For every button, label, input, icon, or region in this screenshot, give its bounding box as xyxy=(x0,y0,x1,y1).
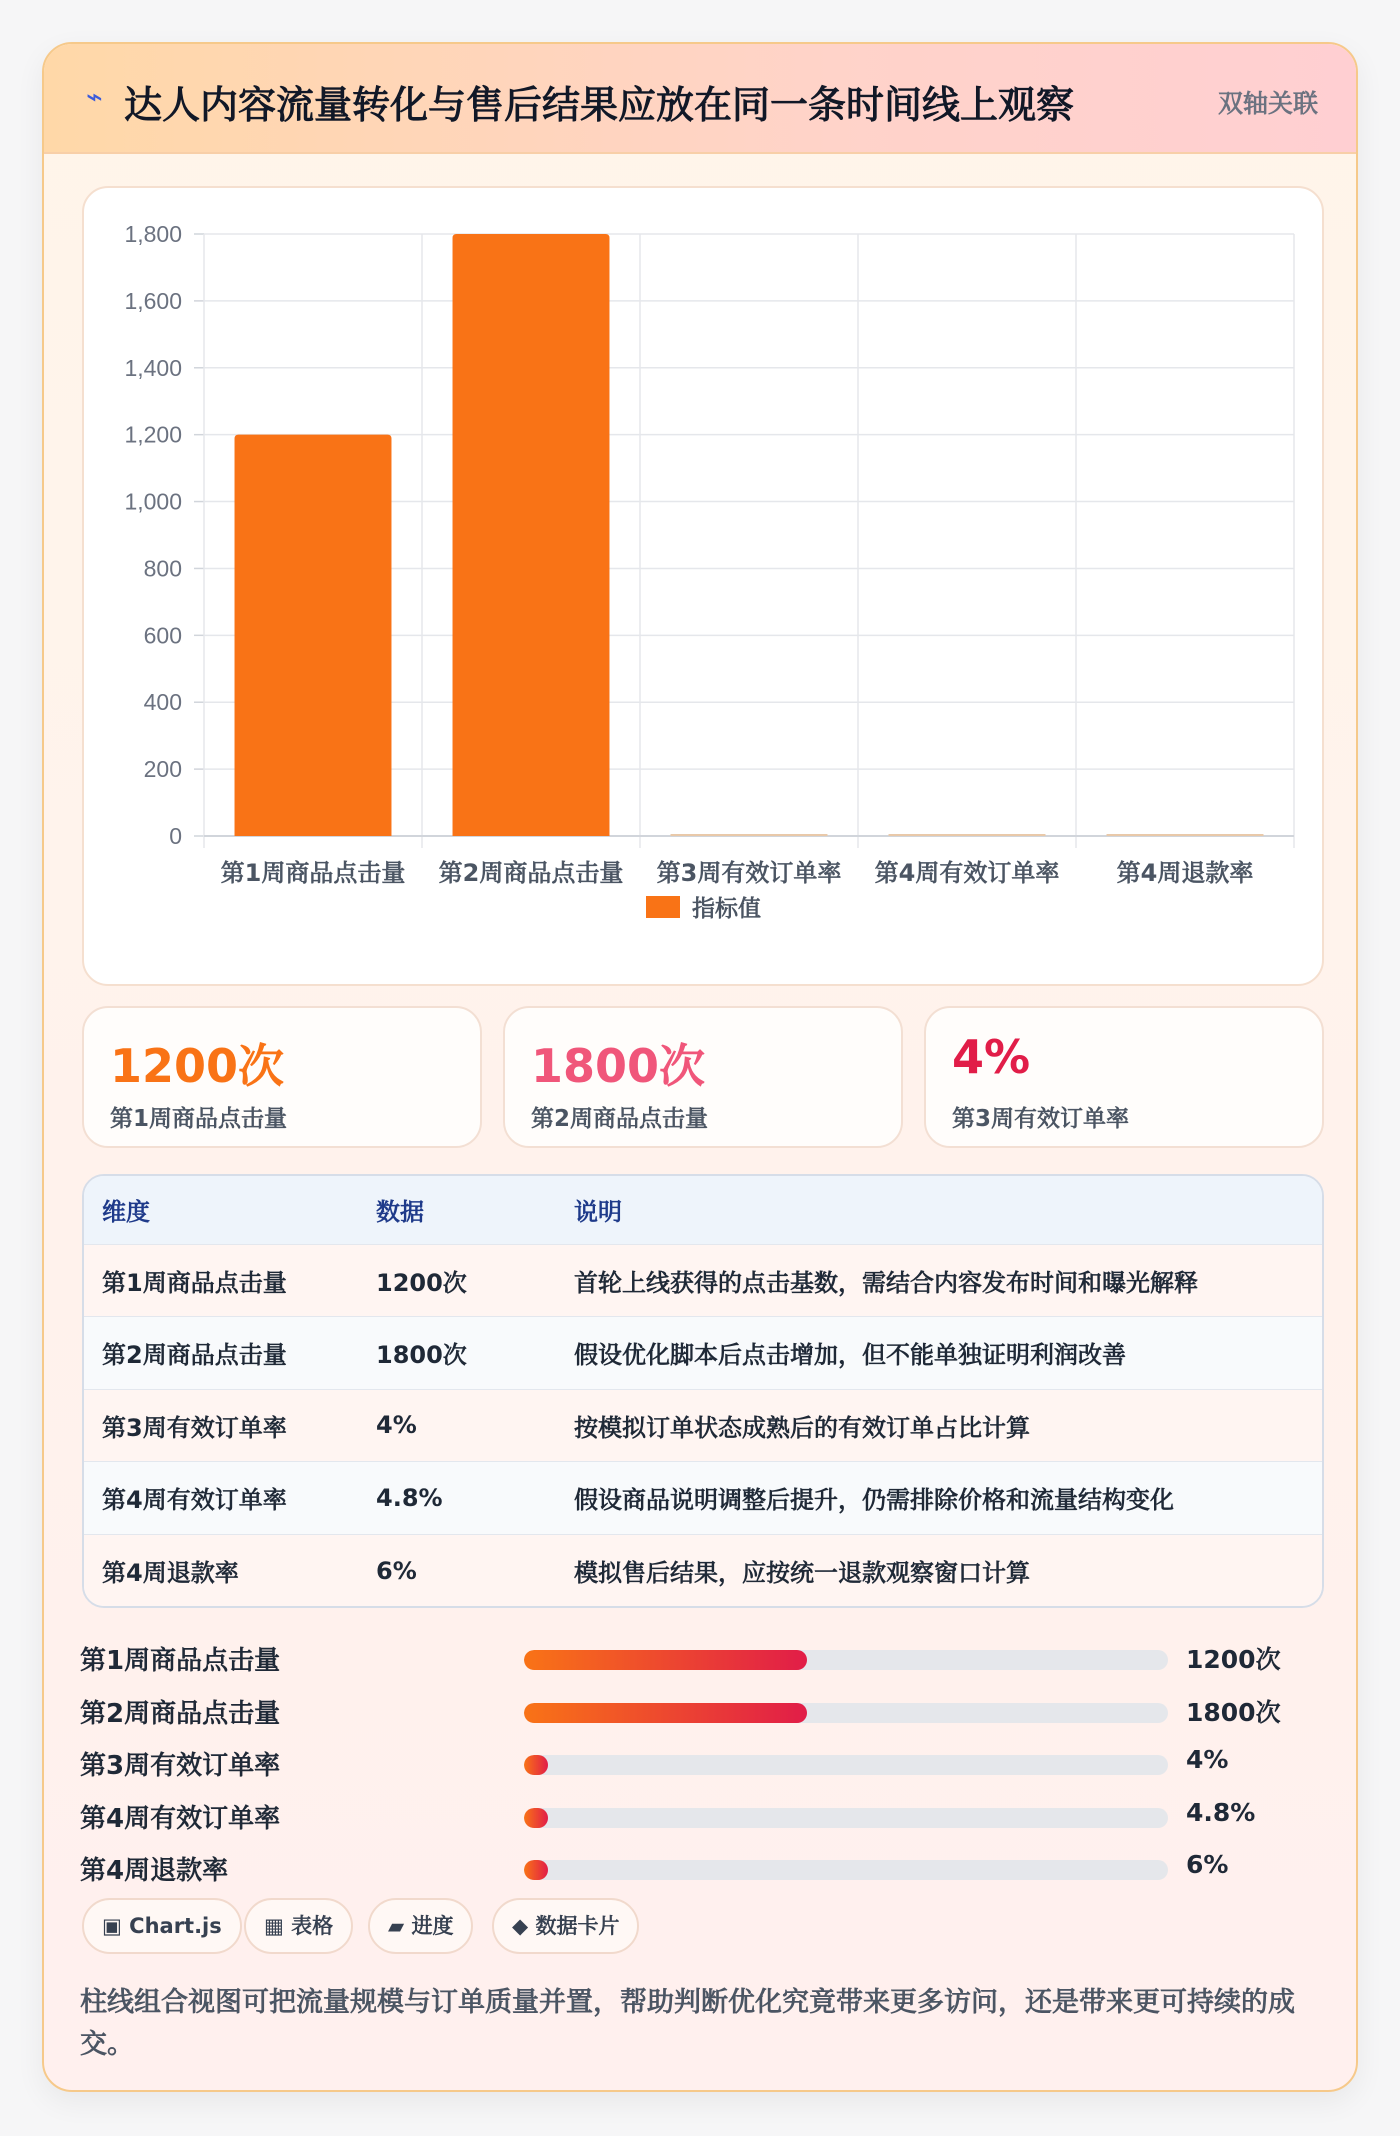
chart-panel xyxy=(82,186,1324,986)
stat-card-week2-clicks xyxy=(503,1006,903,1148)
progress-label: 第4周退款率 xyxy=(80,1856,229,1886)
x-tick-label: 第4周退款率 xyxy=(1116,859,1254,887)
table-header-data: 数据 xyxy=(376,1198,424,1227)
table-cell: 第1周商品点击量 xyxy=(102,1268,287,1297)
table-cell: 第3周有效订单率 xyxy=(102,1413,287,1442)
progress-track xyxy=(524,1808,1168,1828)
progress-row xyxy=(80,1687,1330,1740)
y-tick-label: 600 xyxy=(143,622,182,649)
progress-row xyxy=(80,1634,1330,1687)
stat-value: 4% xyxy=(952,1030,1031,1084)
table-row xyxy=(84,1389,1322,1462)
chip-label: 表格 xyxy=(291,1914,334,1938)
table-cell: 模拟售后结果，应按统一退款观察窗口计算 xyxy=(574,1559,1030,1587)
dual-axis-tag: 双轴关联 xyxy=(1217,89,1318,118)
stat-value: 1200次 xyxy=(110,1039,285,1093)
progress-value: 6% xyxy=(1186,1850,1229,1879)
progress-value: 1200次 xyxy=(1186,1645,1281,1674)
bar xyxy=(235,435,392,836)
progress-value: 4.8% xyxy=(1186,1797,1256,1827)
bar xyxy=(889,834,1046,836)
progress-row xyxy=(80,1844,1330,1897)
progress-fill xyxy=(524,1860,548,1880)
table-header-row xyxy=(84,1176,1322,1244)
table-cell: 4% xyxy=(376,1411,417,1440)
legend-swatch xyxy=(646,896,680,918)
progress-label: 第3周有效订单率 xyxy=(80,1751,281,1781)
progress-label: 第2周商品点击量 xyxy=(80,1698,281,1729)
stat-card-week3-order-rate xyxy=(924,1006,1324,1148)
table-cell: 第2周商品点击量 xyxy=(102,1341,287,1370)
x-tick-label: 第1周商品点击量 xyxy=(220,859,406,887)
page-title: 达人内容流量转化与售后结果应放在同一条时间线上观察 xyxy=(124,83,1075,127)
chart-icon: ▣ xyxy=(102,1914,122,1938)
progress-label: 第4周有效订单率 xyxy=(80,1803,281,1834)
progress-value: 1800次 xyxy=(1186,1697,1281,1727)
y-tick-label: 1,000 xyxy=(124,488,182,515)
card-icon: ◆ xyxy=(512,1914,529,1938)
table-row xyxy=(84,1462,1322,1535)
chip-table[interactable] xyxy=(244,1898,353,1954)
table-cell: 按模拟订单状态成熟后的有效订单占比计算 xyxy=(574,1413,1030,1442)
table-cell: 1200次 xyxy=(376,1268,467,1297)
stat-label: 第3周有效订单率 xyxy=(952,1106,1130,1132)
footer-description: 柱线组合视图可把流量规模与订单质量并置，帮助判断优化究竟带来更多访问，还是带来更可持续的成交。 xyxy=(80,1987,1295,2060)
table-icon: ▦ xyxy=(264,1914,284,1938)
bar-chart xyxy=(84,188,1326,988)
y-tick-label: 1,200 xyxy=(124,421,182,448)
stat-card-week1-clicks xyxy=(82,1006,482,1148)
x-tick-label: 第2周商品点击量 xyxy=(438,859,624,887)
table-cell: 假设商品说明调整后提升，仍需排除价格和流量结构变化 xyxy=(574,1486,1174,1515)
progress-fill xyxy=(524,1703,807,1723)
table-cell: 4.8% xyxy=(376,1483,443,1512)
y-tick-label: 0 xyxy=(169,823,182,849)
dashboard-card xyxy=(42,42,1358,2092)
progress-row xyxy=(80,1792,1330,1845)
y-tick-label: 1,400 xyxy=(124,354,182,381)
table-cell: 1800次 xyxy=(376,1341,467,1370)
stat-label: 第2周商品点击量 xyxy=(531,1106,709,1132)
stat-value: 1800次 xyxy=(531,1039,706,1093)
y-tick-label: 1,800 xyxy=(124,221,182,247)
table-cell: 第4周退款率 xyxy=(102,1559,239,1587)
chip-label: Chart.js xyxy=(129,1914,222,1938)
card-header xyxy=(44,44,1356,154)
progress-track xyxy=(524,1650,1168,1670)
table-row xyxy=(84,1534,1322,1607)
table-row xyxy=(84,1317,1322,1390)
table-cell: 6% xyxy=(376,1556,417,1585)
progress-label: 第1周商品点击量 xyxy=(80,1646,281,1676)
x-tick-label: 第4周有效订单率 xyxy=(874,859,1060,887)
y-tick-label: 1,600 xyxy=(124,287,182,314)
chip-data-card[interactable] xyxy=(492,1898,639,1954)
y-tick-label: 400 xyxy=(143,689,182,716)
stat-label: 第1周商品点击量 xyxy=(110,1106,288,1132)
progress-value: 4% xyxy=(1186,1745,1229,1774)
chip-chartjs[interactable] xyxy=(82,1898,242,1954)
table-header-note: 说明 xyxy=(574,1198,622,1227)
chip-progress[interactable] xyxy=(368,1898,473,1954)
table-cell: 假设优化脚本后点击增加，但不能单独证明利润改善 xyxy=(574,1341,1126,1370)
progress-icon: ▰ xyxy=(388,1914,405,1938)
bar xyxy=(453,234,610,836)
bar xyxy=(1107,834,1264,836)
progress-list xyxy=(80,1634,1330,1897)
progress-fill xyxy=(524,1650,807,1670)
y-tick-label: 200 xyxy=(143,756,182,783)
y-tick-label: 800 xyxy=(143,555,182,582)
data-table xyxy=(82,1174,1324,1608)
bolt-icon: ⌁ xyxy=(86,80,103,113)
legend-label: 指标值 xyxy=(692,896,761,922)
x-tick-label: 第3周有效订单率 xyxy=(656,859,842,887)
progress-track xyxy=(524,1755,1168,1775)
table-row xyxy=(84,1244,1322,1317)
table-cell: 首轮上线获得的点击基数，需结合内容发布时间和曝光解释 xyxy=(574,1268,1198,1297)
progress-fill xyxy=(524,1808,548,1828)
table-cell: 第4周有效订单率 xyxy=(102,1486,287,1515)
bar xyxy=(671,834,828,836)
progress-track xyxy=(524,1860,1168,1880)
progress-row xyxy=(80,1739,1330,1792)
chip-label: 进度 xyxy=(411,1914,454,1938)
chip-label: 数据卡片 xyxy=(535,1914,620,1938)
table-header-dimension: 维度 xyxy=(102,1198,150,1227)
progress-fill xyxy=(524,1755,548,1775)
progress-track xyxy=(524,1703,1168,1723)
